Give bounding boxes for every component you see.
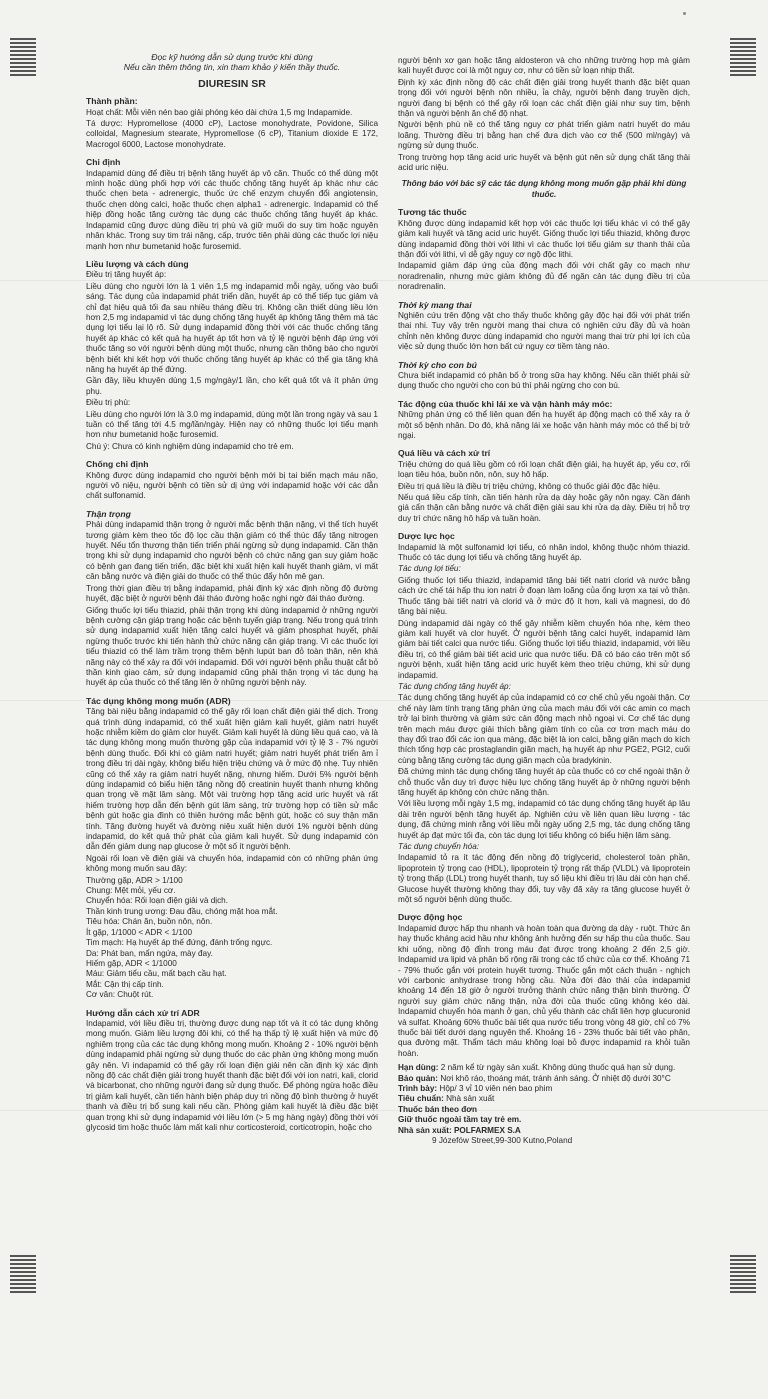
print-dot [683,12,686,15]
storage [398,1074,690,1084]
precautions-heading: Thận trọng [86,508,131,519]
prescription-label: Thuốc bán theo đơn [398,1104,478,1114]
adr-guide-continued: Trong trường hợp tăng acid uric huyết và bệnh gút nên sử dụng chất tăng thải acid uric niệu. [398,152,690,173]
composition-active: Hoạt chất: Mỗi viên nén bao giải phóng kéo dài chứa 1,5 mg Indapamide. [86,107,353,117]
pharmacodynamics-subheading: Tác dụng chống tăng huyết áp: [398,681,511,691]
pharmacodynamics-text: Indapamid tỏ ra ít tác động đến nồng độ triglycerid, cholesterol toàn phần, lipoprotein tỷ trọng cao (HDL), lipoprotein tỷ trọng rất thấp (VLDL) và lipoprotein tỷ trọng thấp (LDL) trong huyết thanh, tuy số liệu khi điều trị lâu dài còn hạn chế. Glucose huyết thường không thay đổi, tuy vậy đã xảy ra tăng glucose huyết ở một số người bệnh dùng thuốc. [398,853,690,905]
adr-text: Tăng bài niệu bằng indapamid có thể gây rối loạn chất điện giải thể dịch. Trong quá trình dùng indapamid, có thể xuất hiện giảm kali huyết, giảm natri huyết hoặc nhiễm kiềm do giảm clor huyết. Giảm kali huyết là dùng liều quá cao, và là tác dụng không mong muốn thường gặp của indapamid với tỷ lệ 3 - 7% người bệnh dùng thuốc. Đối khi có giảm natri huyết; giảm natri huyết phát triển âm ỉ trong điều trị dài ngày, không biểu hiện triệu chứng và ở mức độ nhẹ. Tuy nhiên cũng có thể xảy ra giảm natri huyết nặng, nhưng hiếm. Dưới 5% người bệnh dùng indapamid có biểu hiện tăng nồng độ creatinin huyết thanh nhưng không quan trọng về mặt lâm sàng. Một vài trường hợp tăng acid uric huyết và rất hiếm trường hợp dẫn đến bệnh gút lâm sàng, trừ trường hợp có tiền sử mắc bệnh gút hoặc gia đình có thiên hướng mắc bệnh gút, hoặc có suy thận mãn tính. Tăng đường huyết và đường niệu xuất hiện dưới 1% người bệnh dùng indapamid, do kết quả thử phát của giảm kali huyết. Sử dụng indapamid còn dẫn đến giảm dung nạp glucose ở một số ít người bệnh. [86,707,378,852]
pharmacodynamics-text: Indapamid là một sulfonamid lợi tiểu, có nhân indol, không thuộc nhóm thiazid. Thuốc có tác dụng lợi tiểu và chống tăng huyết áp. [398,542,690,563]
adr-guide-heading: Hướng dẫn cách xử trí ADR [86,1007,200,1018]
pharmacodynamics-subheading: Tác dụng chuyển hóa: [398,842,480,852]
list-item: Tim mạch: Hạ huyết áp thế đứng, đánh trống ngực. [86,938,273,948]
pharmacokinetics-text: Indapamid được hấp thu nhanh và hoàn toàn qua đường dạ dày - ruột. Thức ăn hay thuốc kháng acid hầu như không ảnh hưởng đến sự hấp thu của thuốc. Sau khi uống, nồng độ đỉnh trong máu đạt được trong khoảng 2 đến 2,5 giờ. Indapamid ưa lipid và phân bố rộng rãi trong các tổ chức của cơ thể. Khoảng 71 - 79% thuốc gắn với protein huyết tương. Thuốc gắn một cách thuận - nghịch với carbonic anhydrase trong hồng cầu. Nửa đời đào thải của indapamid khoảng 14 đến 18 giờ ở người trưởng thành chức năng thận bình thường. Ở người suy giảm chức năng thận, nửa đời của thuốc cũng không kéo dài. Indapamid chuyển hóa mạnh ở gan, chủ yếu thành các chất liên hợp glucuronid và sulfat. Khoảng 60% thuốc bài tiết qua nước tiểu trong vòng 48 giờ, chỉ có 7% thuốc bài tiết dưới dạng nguyên thể. Khoảng 16 - 23% thuốc bài tiết vào phân, qua đường mật. Thẩm tách máu không loại bỏ được indapamid ra khỏi tuần hoàn. [398,923,690,1058]
interactions-text: Không được dùng indapamid kết hợp với các thuốc lợi tiểu khác vì có thể gây giảm kali huyết và tăng acid uric huyết. Giống thuốc lợi tiểu thiazid, không được dùng indapamid đồng thời với lithi vì các thuốc lợi tiểu giảm sự thanh thải của thận đối với lithi, vì dễ gây nguy cơ ngộ độc lithi. [398,218,690,259]
manufacturer-value: POLFARMEX S.A [453,1125,521,1135]
margin-barcode [10,1255,36,1293]
shelf-life-value: 2 năm kể từ ngày sản xuất. Không dùng thuốc quá hạn sử dụng. [440,1063,676,1073]
adr-guide-continued: người bệnh xơ gan hoặc tăng aldosteron và cho những trường hợp mà giảm kali huyết được coi là một nguy cơ, như có tiền sử loạn nhịp thất. [398,56,690,76]
precautions-text: Phải dùng indapamid thận trọng ở người mắc bệnh thận nặng, vì thể tích huyết tương giảm kèm theo tốc độ lọc cầu thận giảm có thể thúc đẩy tăng nitrogen huyết. Nếu tổn thương thận tiến triển phải ngừng sử dụng indapamid. Cần thận trọng khi sử dụng indapamid cho người bệnh có chức năng gan suy giảm hoặc có bệnh gan đang tiến triển, đặc biệt khi xuất hiện kali huyết thanh giảm, vì mất cân bằng nước và điện giải do thuốc có thể thúc đẩy hôn mê gan. [86,520,378,582]
composition-excipients: Tá dược: Hypromellose (4000 cP), Lactose monohydrate, Povidone, Silica colloidal, Magnesium stearate, Hypromellose (6 cP), Titanium dioxide E 172, Macrogol 6000, Lactose monohydrate. [86,119,378,149]
product-info-block [398,1063,690,1146]
manufacturer [398,1126,690,1136]
precautions-text: Trong thời gian điều trị bằng indapamid, phải định kỳ xác định nồng độ đường huyết, đặc biệt ở người bệnh đái tháo đường hoặc nghi ngờ đái tháo đường. [86,583,378,604]
standard [398,1094,690,1104]
pharmacodynamics-text: Giống thuốc lợi tiểu thiazid, indapamid tăng bài tiết natri clorid và nước bằng cách ức chế tái hấp thu ion natri ở đoạn làm loãng của ống lượn xa tại vỏ thận. Thuốc tăng bài tiết natri và clorid và ở mức độ ít hơn, kali và magnesi, do đó tăng bài niệu. [398,575,690,617]
keep-away-note [398,1115,690,1125]
list-item: Thường gặp, ADR > 1/100 [86,875,183,885]
adr-guide-continued: Định kỳ xác định nồng độ các chất điện giải trong huyết thanh đặc biệt quan trọng đối với người bệnh nôn nhiều, ỉa chảy, người bệnh đang truyền dịch, người đang bị bệnh có thể gây rối loạn các chất điện giải như suy tim, bệnh thận và người bệnh ăn chế độ nhạt. [398,77,690,119]
pharmacodynamics-text: Tác dụng chống tăng huyết áp của indapamid có cơ chế chủ yếu ngoài thận. Cơ chế này làm tính trạng tăng phản ứng của mạch máu đối với các amin co mạch trở lại bình thường và giảm sức cản động mạch nhỏ ngoại vi. Cơ chế tác dụng trên mạch máu được giải thích bằng giảm tính co của cơ trơn mạch máu do thay đổi trao đổi các ion qua màng, đặc biệt là ion calci, bằng giãn mạch do kích thích tổng hợp các prostaglandin giãn mạch, hạ huyết áp như PGE2, PGI2, cuối cùng bằng tăng cường tác dụng giãn mạch của bradykinin. [398,693,690,765]
prescription-note [398,1105,690,1115]
storage-value: Nơi khô ráo, thoáng mát, tránh ánh sáng. Ở nhiệt độ dưới 30°C [440,1073,671,1083]
adr-list [86,876,378,1001]
pharmacodynamics-text: Đã chứng minh tác dụng chống tăng huyết áp của thuốc có cơ chế ngoài thận ở chỗ thuốc vẫn duy trì được hiệu lực chống tăng huyết áp ở những người bệnh tăng huyết áp không còn chức năng thận. [398,767,690,797]
margin-barcode [730,1255,756,1293]
dosage-text: Liều dùng cho người lớn là 1 viên 1,5 mg indapamid mỗi ngày, uống vào buổi sáng. Tác dụng của indapamid phát triển dần, huyết áp có thể tiếp tục giảm và chỉ đạt hiệu quả tối đa sau nhiều tháng điều trị. Không cần thiết dùng liều lớn hơn 2,5 mg indapamid vì tác dụng chống tăng huyết áp không tăng thêm mà tác dụng lợi tiểu lại lộ rõ. Sử dụng indapamid đồng thời với các thuốc chống tăng huyết áp khác có kết quả hạ huyết áp tốt hơn và tỷ lệ người bệnh đáp ứng với thuốc tăng so với người bệnh dùng một thuốc, nhưng cần thông báo cho người bệnh biết khi kết hợp với thuốc chống tăng huyết áp khác có thể gia tăng khả năng hạ huyết áp thế đứng. [86,281,378,374]
shelf-life-label: Hạn dùng: [398,1063,439,1073]
adr-guide-text: Indapamid, với liều điều trị, thường được dung nạp tốt và ít có tác dụng không mong muốn. Giảm liều lượng đôi khi, có thể hạ thấp tỷ lệ xuất hiện và mức độ nghiêm trọng của các tác dụng không mong muốn. Khoảng 2 - 10% người bệnh dùng indapamid phải ngừng sử dụng thuốc do các phản ứng không mong muốn gây nên. Vì indapamid có thể gây rối loạn điện giải nên cần định kỳ xác định nồng độ các chất điện giải trong huyết thanh đặc biệt đối với ion natri, kali, clorid và bicarbonat, cho những người đang sử dụng thuốc. Để phòng ngừa hoặc điều trị giảm kali huyết, cần tiến hành biện pháp duy trì nồng độ bình thường ở huyết thanh và điều trị bổ sung kali nếu cần. Phòng giảm kali huyết là điều đặc biệt quan trọng khi sử dụng indapamid với liều lớn (> 5 mg hàng ngày) đồng thời với glycosid tim hoặc thuốc làm mất kali như corticosteroid, corticotropin, hoặc cho [86,1018,378,1132]
packaging [398,1084,690,1094]
dosage-text: Liều dùng cho người lớn là 3.0 mg indapamid, dùng một lần trong ngày và sau 1 tuần có thể tăng tới 4.5 mg/lần/ngày. Hiện nay có những thuốc lợi tiểu mạnh hơn như bumetanid hoặc furosemid. [86,409,378,440]
standard-value: Nhà sản xuất [446,1094,495,1104]
dosage-subheading: Điều trị phù: [86,398,131,408]
right-column [398,56,690,1146]
dosage-note: Chú ý: Chưa có kinh nghiệm dùng indapamid cho trẻ em. [86,441,294,451]
read-instructions-note: Đọc kỹ hướng dẫn sử dụng trước khi dùng [151,52,313,62]
margin-barcode [730,38,756,76]
indications-text: Indapamid dùng để điều trị bệnh tăng huyết áp vô căn. Thuốc có thể dùng một mình hoặc dùng phối hợp với các thuốc chống tăng huyết áp khác như các thuốc chẹn beta - adrenergic, thuốc ức chế enzym chuyển đổi angiotensin, thuốc chẹn dòng calci, hoặc thuốc chẹn alpha1 - adrenergic. Indapamid có thể hiệp đồng hoặc tăng cường tác dụng các thuốc chống tăng huyết áp khác. Indapamid cũng được dùng điều trị phù và giữ muối do suy tim hoặc nguyên nhân khác. Trong suy tim trái nặng, cấp, trước tiên phải dùng các thuốc lợi niệu mạnh hơn như bumetanid hoặc furosemid. [86,168,378,251]
dosage-subheading: Điều trị tăng huyết áp: [86,270,167,280]
manufacturer-label: Nhà sản xuất: [398,1125,452,1135]
margin-barcode [10,38,36,76]
overdose-text: Triệu chứng do quá liều gồm có rối loạn chất điện giải, hạ huyết áp, yếu cơ, rối loạn tiêu hóa, buồn nôn, nôn, suy hô hấp. [398,459,690,480]
lactation-heading: Thời kỳ cho con bú [398,359,477,370]
indications-heading: Chỉ định [86,157,121,168]
report-notice: Thông báo với bác sỹ các tác dụng không mong muốn gặp phải khi dùng thuốc. [401,179,687,199]
dosage-heading: Liều lượng và cách dùng [86,258,189,269]
overdose-heading: Quá liều và cách xử trí [398,448,491,459]
interactions-text: Indapamid giảm đáp ứng của động mạch đối với chất gây co mạch như noradrenalin, nhưng mức giảm không đủ để ngăn cản tác dụng điều trị của noradrenalin. [398,261,690,292]
pharmacokinetics-heading: Dược động học [398,912,463,923]
product-name: DIURESIN SR [198,77,266,90]
list-item: Tiêu hóa: Chán ăn, buồn nôn, nôn. [86,917,213,927]
packaging-label: Trình bày: [398,1083,438,1093]
consult-note: Nếu cần thêm thông tin, xin tham khảo ý kiến thầy thuốc. [123,62,341,73]
manufacturer-address: 9 Józefów Street,99-300 Kutno,Poland [432,1136,573,1145]
storage-label: Bảo quản: [398,1073,439,1083]
interactions-heading: Tương tác thuốc [398,207,467,218]
precautions-text: Giống thuốc lợi tiểu thiazid, phải thận trọng khi dùng indapamid ở những người bệnh cường cận giáp trạng hoặc các bệnh tuyến giáp trạng. Nếu trong quá trình sử dụng indapamid xuất hiện tăng calci huyết và giảm phosphat huyết, phải ngừng thuốc trước khi tiến hành thử chức năng cận giáp trạng. Vì các thuốc lợi tiểu thiazid có thể làm trầm trọng thêm bệnh lupút ban đỏ toàn thân, nên khả năng này có thể xảy ra đối với indapamid. Đối với người bệnh phẫu thuật cắt bỏ thần kinh giao cảm, sử dụng indapamid cũng phải thận trọng vì tác dụng hạ huyết áp của thuốc có thể tăng lên ở những người bệnh này. [86,605,378,688]
list-item: Da: Phát ban, mẩn ngứa, mày đay. [86,948,213,958]
pregnancy-text: Nghiên cứu trên động vật cho thấy thuốc không gây độc hại đối với phát triển thai nhi. Tuy vậy trên người mang thai chưa có nghiên cứu đầy đủ và hoàn chỉnh nên không được dùng indapamid cho người mang thai trừ phi lợi ích của việc sử dụng thuốc lớn hơn bất cứ nguy cơ tiềm tàng nào. [398,310,690,352]
list-item: Thần kinh trung ương: Đau đầu, chóng mặt hoa mắt. [86,906,278,916]
list-item: Mắt: Cận thị cấp tính. [86,979,164,989]
lactation-text: Chưa biết indapamid có phân bố ở trong sữa hay không. Nếu cần thiết phải sử dụng thuốc cho người cho con bú thì phải ngừng cho con bú. [398,370,690,391]
list-item: Chung: Mệt mỏi, yếu cơ. [86,886,176,896]
shelf-life [398,1063,690,1073]
dosage-text: Gần đây, liều khuyên dùng 1,5 mg/ngày/1 lần, cho kết quả tốt và ít phản ứng phụ. [86,376,378,396]
list-item: Cơ vân: Chuột rút. [86,990,154,1000]
overdose-text: Nếu quá liều cấp tính, cần tiến hành rửa dạ dày hoặc gây nôn ngay. Cần đánh giá cẩn thận cân bằng nước và chất điện giải sau khi rửa dạ dày. Điều trị hỗ trợ duy trì chức năng hô hấp và tuần hoàn. [398,493,690,523]
pharmacodynamics-heading: Dược lực học [398,531,455,542]
adr-text: Ngoài rối loạn về điện giải và chuyển hóa, indapamid còn có những phản ứng không mong muốn sau đây: [86,853,378,874]
packaging-value: Hộp/ 3 vỉ 10 viên nén bao phim [439,1083,553,1093]
left-column [86,52,378,1134]
list-item: Hiếm gặp, ADR < 1/1000 [86,958,177,968]
contraindications-text: Không được dùng indapamid cho người bệnh mới bị tai biến mạch máu não, người vô niệu, người bệnh có tiền sử dị ứng với indapamid hoặc với các dẫn chất sulfonamid. [86,470,378,501]
driving-text: Những phản ứng có thể liên quan đến hạ huyết áp động mạch có thể xảy ra ở một số bệnh nhân. Do đó, khả năng lái xe hoặc vận hành máy móc có thể bị trở ngại. [398,410,690,440]
adr-heading: Tác dụng không mong muốn (ADR) [86,695,231,706]
contraindications-heading: Chống chỉ định [86,459,149,470]
pharmacodynamics-subheading: Tác dụng lợi tiểu: [398,564,461,574]
composition-heading: Thành phần: [86,96,138,107]
list-item: Máu: Giảm tiểu cầu, mất bạch cầu hạt. [86,969,227,979]
pharmacodynamics-text: Dùng indapamid dài ngày có thể gây nhiễm kiềm chuyển hóa nhẹ, kèm theo giảm kali huyết và clor huyết. Ở người bệnh tăng calci huyết, indapamid làm giảm bài tiết calci qua nước tiểu. Giống thuốc lợi tiểu thiazid, indapamid, với liều điều trị, có thể giảm bài tiết acid uric qua nước tiểu. Đã có báo cáo trên một số người bệnh, xuất hiện tăng acid uric huyết kèm theo triệu chứng, khi sử dụng indapamid. [398,618,690,680]
list-item: Chuyển hóa: Rối loạn điện giải và dịch. [86,896,229,906]
standard-label: Tiêu chuẩn: [398,1094,444,1104]
keep-away-label: Giữ thuốc ngoài tầm tay trẻ em. [398,1115,522,1125]
pregnancy-heading: Thời kỳ mang thai [398,299,472,310]
overdose-text: Điều trị quá liều là điều trị triệu chứng, không có thuốc giải độc đặc hiệu. [398,481,661,491]
list-item: Ít gặp, 1/1000 < ADR < 1/100 [86,927,193,937]
pharmacodynamics-text: Với liều lượng mỗi ngày 1,5 mg, indapamid có tác dụng chống tăng huyết áp lâu dài trên người bệnh tăng huyết áp. Nghiên cứu về liên quan liều lượng - tác dụng, đã chứng minh rằng với liều mỗi ngày uống 2,5 mg, tác dụng chống tăng huyết áp đạt mức tối đa, còn tác dụng lợi tiểu không có biểu hiện lâm sàng. [398,799,690,840]
adr-guide-continued: Người bệnh phù nề có thể tăng nguy cơ phát triển giảm natri huyết do máu loãng. Thường điều trị bằng hạn chế đưa dịch vào cơ thể (500 ml/ngày) và ngừng sử dụng thuốc. [398,120,690,151]
driving-heading: Tác động của thuốc khi lái xe và vận hành máy móc: [398,398,613,409]
